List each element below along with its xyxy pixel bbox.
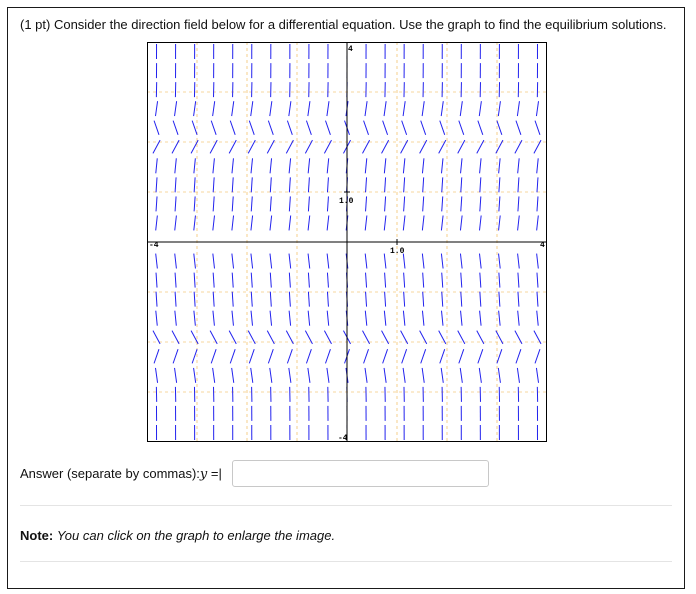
slope-segment [403,368,405,383]
slope-segment [156,158,157,173]
slope-segment [192,121,197,135]
slope-segment [156,196,157,211]
slope-segment [478,349,483,363]
slope-segment [230,121,235,135]
slope-segment [251,292,252,307]
slope-segment [327,273,328,288]
slope-segment [518,292,519,307]
slope-segment [249,349,254,363]
slope-segment [518,158,519,173]
slope-segment [442,177,443,192]
slope-segment [403,215,405,230]
slope-segment [213,177,214,192]
slope-segment [270,292,271,307]
slope-segment [287,349,292,363]
slope-segment [384,215,386,230]
slope-segment [270,273,271,288]
slope-segment [384,368,386,383]
slope-segment [366,196,367,211]
slope-segment [173,349,178,363]
slope-segment [421,349,426,363]
slope-segment [308,215,310,230]
slope-segment [383,349,388,363]
slope-segment [194,273,195,288]
slope-segment [516,349,521,363]
slope-segment [366,292,367,307]
slope-segment [364,349,369,363]
slope-segment [365,254,367,269]
slope-segment [499,254,501,269]
slope-segment [384,158,385,173]
slope-segment [156,292,157,307]
x-tick-label: 1.0 [390,247,405,256]
direction-field-graph[interactable] [147,42,547,442]
slope-segment [232,311,233,326]
slope-segment [498,368,500,383]
slope-segment [155,101,157,116]
slope-segment [308,196,309,211]
slope-segment [194,196,195,211]
slope-segment [478,121,483,135]
slope-segment [270,368,272,383]
slope-segment [289,273,290,288]
slope-segment [156,177,157,192]
slope-segment [175,368,177,383]
slope-segment [460,215,462,230]
slope-segment [308,177,309,192]
slope-segment [270,196,271,211]
slope-segment [461,273,462,288]
divider [20,561,672,562]
slope-segment [402,121,407,135]
slope-segment [232,292,233,307]
slope-segment [517,368,519,383]
slope-segment [251,177,252,192]
slope-segment [537,177,538,192]
slope-segment [422,101,424,116]
slope-segment [460,101,462,116]
slope-segment [402,349,407,363]
slope-segment [537,196,538,211]
slope-segment [461,158,462,173]
slope-segment [460,254,462,269]
slope-segment [440,349,445,363]
slope-segment [385,292,386,307]
slope-segment [518,215,520,230]
slope-segment [518,254,520,269]
slope-segment [460,368,462,383]
slope-segment [518,273,519,288]
slope-segment [251,254,253,269]
slope-segment [327,292,328,307]
slope-segment [156,215,158,230]
slope-segment [498,101,500,116]
slope-segment [175,215,177,230]
slope-segment [480,215,482,230]
slope-segment [232,273,233,288]
slope-segment [499,273,500,288]
slope-segment [230,349,235,363]
slope-segment [232,254,234,269]
slope-segment [175,292,176,307]
slope-segment [537,158,538,173]
slope-segment [536,101,538,116]
slope-segment [251,368,253,383]
slope-segment [270,254,272,269]
slope-segment [213,158,214,173]
slope-segment [156,254,158,269]
slope-segment [308,273,309,288]
answer-label-text: Answer (separate by commas): [20,466,200,481]
slope-segment [327,368,329,383]
slope-segment [422,254,424,269]
slope-segment [422,215,424,230]
slope-segment [479,101,481,116]
slope-segment [305,140,312,153]
slope-segment [404,177,405,192]
slope-segment [289,368,291,383]
slope-segment [327,196,328,211]
slope-segment [270,177,271,192]
slope-segment [194,158,195,173]
slope-segment [479,368,481,383]
slope-segment [327,254,329,269]
slope-segment [423,292,424,307]
slope-segment [156,311,157,326]
slope-segment [442,196,443,211]
slope-segment [175,273,176,288]
slope-segment [249,121,254,135]
slope-segment [289,196,290,211]
slope-segment [270,158,271,173]
slope-segment [365,368,367,383]
answer-input[interactable] [232,460,489,487]
slope-segment [194,177,195,192]
slope-segment [308,158,309,173]
slope-segment [175,196,176,211]
slope-segment [537,311,538,326]
slope-segment [480,158,481,173]
slope-segment [194,368,196,383]
slope-segment [232,215,234,230]
slope-segment [423,273,424,288]
slope-segment [211,349,216,363]
slope-segment [213,292,214,307]
slope-segment [287,121,292,135]
slope-segment [232,177,233,192]
slope-segment [194,311,195,326]
slope-segment [327,101,329,116]
slope-segment [517,101,519,116]
slope-segment [327,215,329,230]
answer-label [20,466,222,482]
slope-segment [213,273,214,288]
slope-segment [385,177,386,192]
slope-segment [175,311,176,326]
slope-segment [308,292,309,307]
slope-segment [537,254,539,269]
slope-segment [422,158,423,173]
slope-segment [421,121,426,135]
slope-segment [213,311,214,326]
slope-segment [251,273,252,288]
slope-segment [365,101,367,116]
slope-segment [516,121,521,135]
slope-segment [213,254,215,269]
slope-segment [384,101,386,116]
slope-segment [306,349,311,363]
slope-segment [403,311,404,326]
slope-segment [441,254,443,269]
slope-segment [518,196,519,211]
slope-segment [480,196,481,211]
slope-segment [499,196,500,211]
slope-segment [480,273,481,288]
slope-segment [441,101,443,116]
slope-segment [175,254,177,269]
slope-segment [327,177,328,192]
slope-segment [366,273,367,288]
slope-segment [461,196,462,211]
slope-segment [499,292,500,307]
slope-segment [327,158,328,173]
slope-segment [403,158,404,173]
slope-segment [308,101,310,116]
divider [20,505,672,506]
problem-panel [7,7,685,589]
note [20,528,335,543]
slope-segment [461,177,462,192]
slope-segment [154,121,159,135]
note-label: Note: [20,528,54,543]
slope-segment [423,196,424,211]
slope-segment [518,177,519,192]
slope-segment [440,121,445,135]
slope-segment [232,196,233,211]
x-max-label: 4 [540,241,545,250]
slope-segment [213,196,214,211]
slope-segment [441,215,443,230]
slope-segment [251,311,252,326]
slope-segment [270,101,272,116]
slope-segment [459,121,464,135]
slope-segment [232,101,234,116]
slope-segment [459,349,464,363]
slope-segment [156,273,157,288]
slope-segment [325,121,330,135]
y-min-label: -4 [338,434,348,442]
slope-segment [461,311,462,326]
slope-segment [403,101,405,116]
slope-segment [499,177,500,192]
x-min-label: -4 [149,241,159,250]
slope-segment [499,158,500,173]
axes [147,42,547,442]
slope-segment [308,254,310,269]
slope-segment [404,292,405,307]
slope-segment [306,121,311,135]
slope-segment [268,349,273,363]
slope-segment [385,273,386,288]
slope-segment [404,196,405,211]
slope-segment [535,349,540,363]
slope-segment [192,349,197,363]
slope-segment [289,254,291,269]
slope-segment [480,311,481,326]
slope-segment [404,273,405,288]
slope-segment [422,311,423,326]
slope-segment [308,368,310,383]
slope-segment [194,215,196,230]
note-text: You can click on the graph to enlarge the image. [56,528,336,543]
slope-segment [173,121,178,135]
slope-segment [232,368,234,383]
slope-segment [497,349,502,363]
slope-segment [251,215,253,230]
slope-segment [480,292,481,307]
slope-segment [366,177,367,192]
slope-segment [384,254,386,269]
slope-segment [499,311,500,326]
slope-segment [384,311,385,326]
answer-equals: = [210,466,219,481]
slope-segment [441,311,442,326]
slope-segment [537,215,539,230]
slope-segment [289,292,290,307]
slope-segment [289,101,291,116]
slope-segment [325,349,330,363]
slope-segment [423,177,424,192]
y-max-label: 4 [348,45,353,54]
slope-segment [270,215,272,230]
slope-segment [442,273,443,288]
slope-segment [327,311,328,326]
slope-segment [155,368,157,383]
slope-segment [194,292,195,307]
slope-segment [536,368,538,383]
slope-segment [251,196,252,211]
slope-segment [499,215,501,230]
slope-segment [365,158,366,173]
slope-segment [175,177,176,192]
slope-segment [537,273,538,288]
slope-segment [305,331,312,344]
slope-segment [441,368,443,383]
slope-segment [213,215,215,230]
slope-segment [289,311,290,326]
slope-segment [289,158,290,173]
slope-segment [535,121,540,135]
slope-segment [251,158,252,173]
answer-cursor: | [218,466,222,481]
y-tick-label: 1.0 [339,197,354,206]
slope-segment [251,101,253,116]
slope-segment [289,215,291,230]
slope-segment [383,121,388,135]
slope-segment [175,158,176,173]
slope-segment [211,121,216,135]
slope-segment [518,311,519,326]
slope-segment [213,101,215,116]
slope-segment [497,121,502,135]
slope-segment [480,177,481,192]
slope-segment [441,158,442,173]
slope-segment [385,196,386,211]
slope-segment [422,368,424,383]
slope-segment [270,311,271,326]
slope-segment [289,177,290,192]
slope-segment [365,311,366,326]
slope-segment [480,254,482,269]
slope-segment [194,254,196,269]
slope-segment [268,121,273,135]
slope-segment [154,349,159,363]
slope-segment [194,101,196,116]
slope-segment [175,101,177,116]
slope-segment [365,215,367,230]
slope-segment [442,292,443,307]
answer-variable: y [199,467,208,482]
slope-segment [461,292,462,307]
slope-segment [213,368,215,383]
slope-segment [364,121,369,135]
slope-segment [308,311,309,326]
question-text: (1 pt) Consider the direction field below for a differential equation. Use the graph to find the equilibrium solutions. [20,17,667,32]
slope-segment [232,158,233,173]
slope-segment [537,292,538,307]
